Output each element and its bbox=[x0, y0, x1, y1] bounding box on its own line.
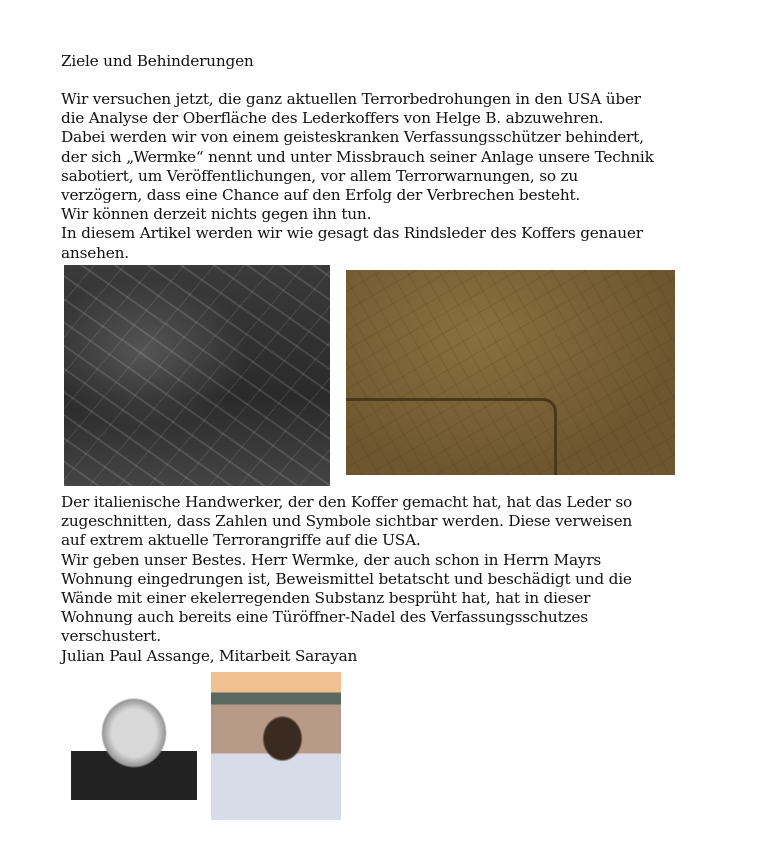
leather-closeup-brown-image bbox=[346, 270, 675, 475]
text-line: Wohnung auch bereits eine Türöffner-Nadel des Verfassungsschutzes bbox=[61, 608, 588, 627]
coauthor-portrait-image bbox=[211, 672, 341, 820]
text-line: die Analyse der Oberfläche des Lederkoffers von Helge B. abzuwehren. bbox=[61, 109, 604, 128]
text-line: der sich „Wermke“ nennt und unter Missbrauch seiner Anlage unsere Technik bbox=[61, 147, 654, 166]
text-line: Wir können derzeit nichts gegen ihn tun. bbox=[61, 205, 372, 224]
text-line: Wohnung eingedrungen ist, Beweismittel betatscht und beschädigt und die bbox=[61, 569, 632, 588]
text-line: sabotiert, um Veröffentlichungen, vor allem Terrorwarnungen, so zu bbox=[61, 166, 579, 185]
document-title: Ziele und Behinderungen bbox=[61, 52, 254, 70]
text-line: In diesem Artikel werden wir wie gesagt das Rindsleder des Koffers genauer bbox=[61, 224, 643, 243]
author-signature: Julian Paul Assange, Mitarbeit Sarayan bbox=[61, 646, 358, 665]
text-line: Wir versuchen jetzt, die ganz aktuellen Terrorbedrohungen in den USA über bbox=[61, 90, 641, 108]
text-line: ansehen. bbox=[61, 243, 129, 262]
text-line: auf extrem aktuelle Terrorangriffe auf die USA. bbox=[61, 531, 421, 550]
text-line: Wir geben unser Bestes. Herr Wermke, der auch schon in Herrn Mayrs bbox=[61, 550, 602, 569]
text-line: Wände mit einer ekelerregenden Substanz besprüht hat, hat in dieser bbox=[61, 588, 591, 607]
text-line: Der italienische Handwerker, der den Koffer gemacht hat, hat das Leder so bbox=[61, 493, 633, 511]
leather-closeup-grayscale-image bbox=[64, 265, 330, 486]
paragraph-analysis bbox=[61, 493, 632, 666]
text-line: verzögern, dass eine Chance auf den Erfolg der Verbrechen besteht. bbox=[61, 185, 581, 204]
leather-seam bbox=[346, 398, 557, 475]
text-line: zugeschnitten, dass Zahlen und Symbole sichtbar werden. Diese verweisen bbox=[61, 512, 633, 531]
author-portrait-image bbox=[71, 678, 197, 800]
paragraph-intro bbox=[61, 90, 654, 263]
text-line: Dabei werden wir von einem geisteskranken Verfassungsschützer behindert, bbox=[61, 128, 644, 147]
text-line: verschustert. bbox=[61, 627, 161, 646]
